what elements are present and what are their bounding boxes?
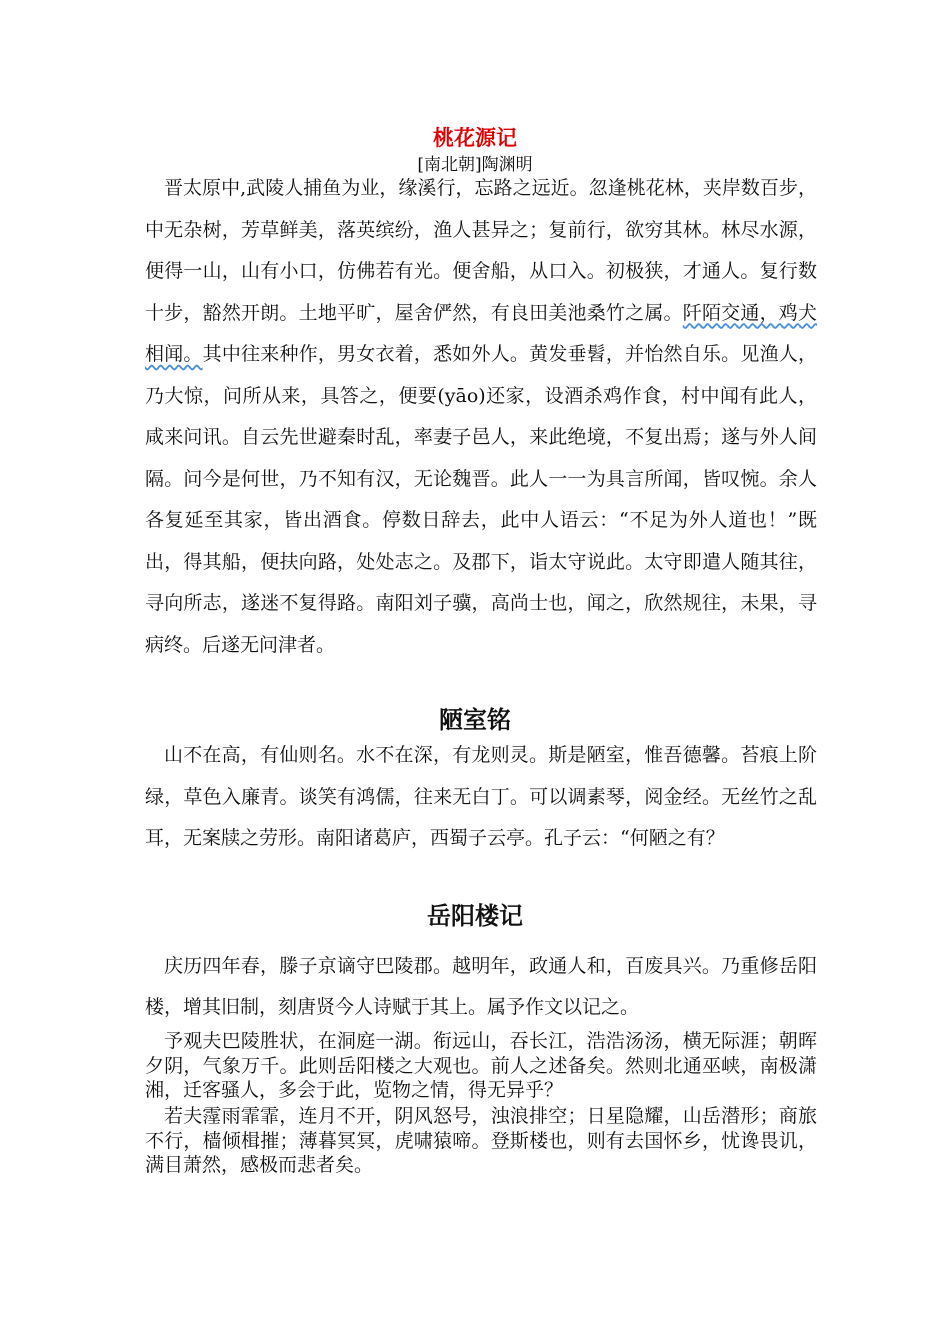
taohua-title: 桃花源记 bbox=[433, 126, 517, 150]
yueyang-paragraph-3: 若夫霪雨霏霏，连月不开，阴风怒号，浊浪排空；日星隐耀，山岳潜形；商旅不行，樯倾楫摧；薄暮冥冥，虎啸猿啼。登斯楼也，则有去国怀乡，忧谗畏讥，满目萧然，感极而悲者矣。 bbox=[145, 1105, 817, 1176]
loushi-body: 山不在高，有仙则名。水不在深，有龙则灵。斯是陋室，惟吾德馨。苔痕上阶绿，草色入廉青。谈笑有鸿儒，往来无白丁。可以调素琴，阅金经。无丝竹之乱耳，无案牍之劳形。南阳诸葛庐，西蜀子云亭。孔子云：“何陋之有？ bbox=[145, 744, 817, 849]
loushi-title: 陋室铭 bbox=[439, 706, 511, 734]
taohua-wavy-underlined-phrase: 阡陌交通，鸡犬相闻。 bbox=[145, 301, 817, 365]
yueyang-paragraph-2: 予观夫巴陵胜状，在洞庭一湖。衔远山，吞长江，浩浩汤汤，横无际涯；朝晖夕阴，气象万千。此则岳阳楼之大观也。前人之述备矣。然则北通巫峡，南极潇湘，迁客骚人，多会于此，览物之情，得无异乎？ bbox=[145, 1030, 817, 1101]
taohua-body-part-2: 其中往来种作，男女衣着，悉如外人。黄发垂髫，并怡然自乐。见渔人，乃大惊，问所从来，具答之，便要(yāo)还家，设酒杀鸡作食，村中闻有此人，咸来问讯。自云先世避秦时乱，率妻子邑人，来此绝境，不复出焉；遂与外人间隔。问今是何世，乃不知有汉，无论魏晋。此人一一为具言所闻，皆叹惋。余人各复延至其家，皆出酒食。停数日辞去，此中人语云：“不足为外人道也！”既出，得其船，便扶向路，处处志之。及郡下，诣太守说此。太守即遣人随其往，寻向所志，遂迷不复得路。南阳刘子骥，高尚士也，闻之，欣然规往，未果，寻病终。后遂无问津者。 bbox=[145, 343, 817, 656]
taohua-body bbox=[145, 168, 817, 666]
yueyang-title: 岳阳楼记 bbox=[427, 902, 523, 930]
yueyang-paragraph-1: 庆历四年春，滕子京谪守巴陵郡。越明年，政通人和，百废具兴。乃重修岳阳楼，增其旧制，刻唐贤今人诗赋于其上。属予作文以记之。 bbox=[145, 955, 817, 1018]
taohua-body-part-1: 晋太原中,武陵人捕鱼为业，缘溪行，忘路之远近。忽逢桃花林，夹岸数百步，中无杂树，芳草鲜美，落英缤纷，渔人甚异之；复前行，欲穷其林。林尽水源，便得一山，山有小口，仿佛若有光。便舍船，从口入。初极狭，才通人。复行数十步，豁然开朗。土地平旷，屋舍俨然，有良田美池桑竹之属。 bbox=[145, 177, 817, 324]
taohua-author: [南北朝]陶渊明 bbox=[417, 155, 533, 175]
